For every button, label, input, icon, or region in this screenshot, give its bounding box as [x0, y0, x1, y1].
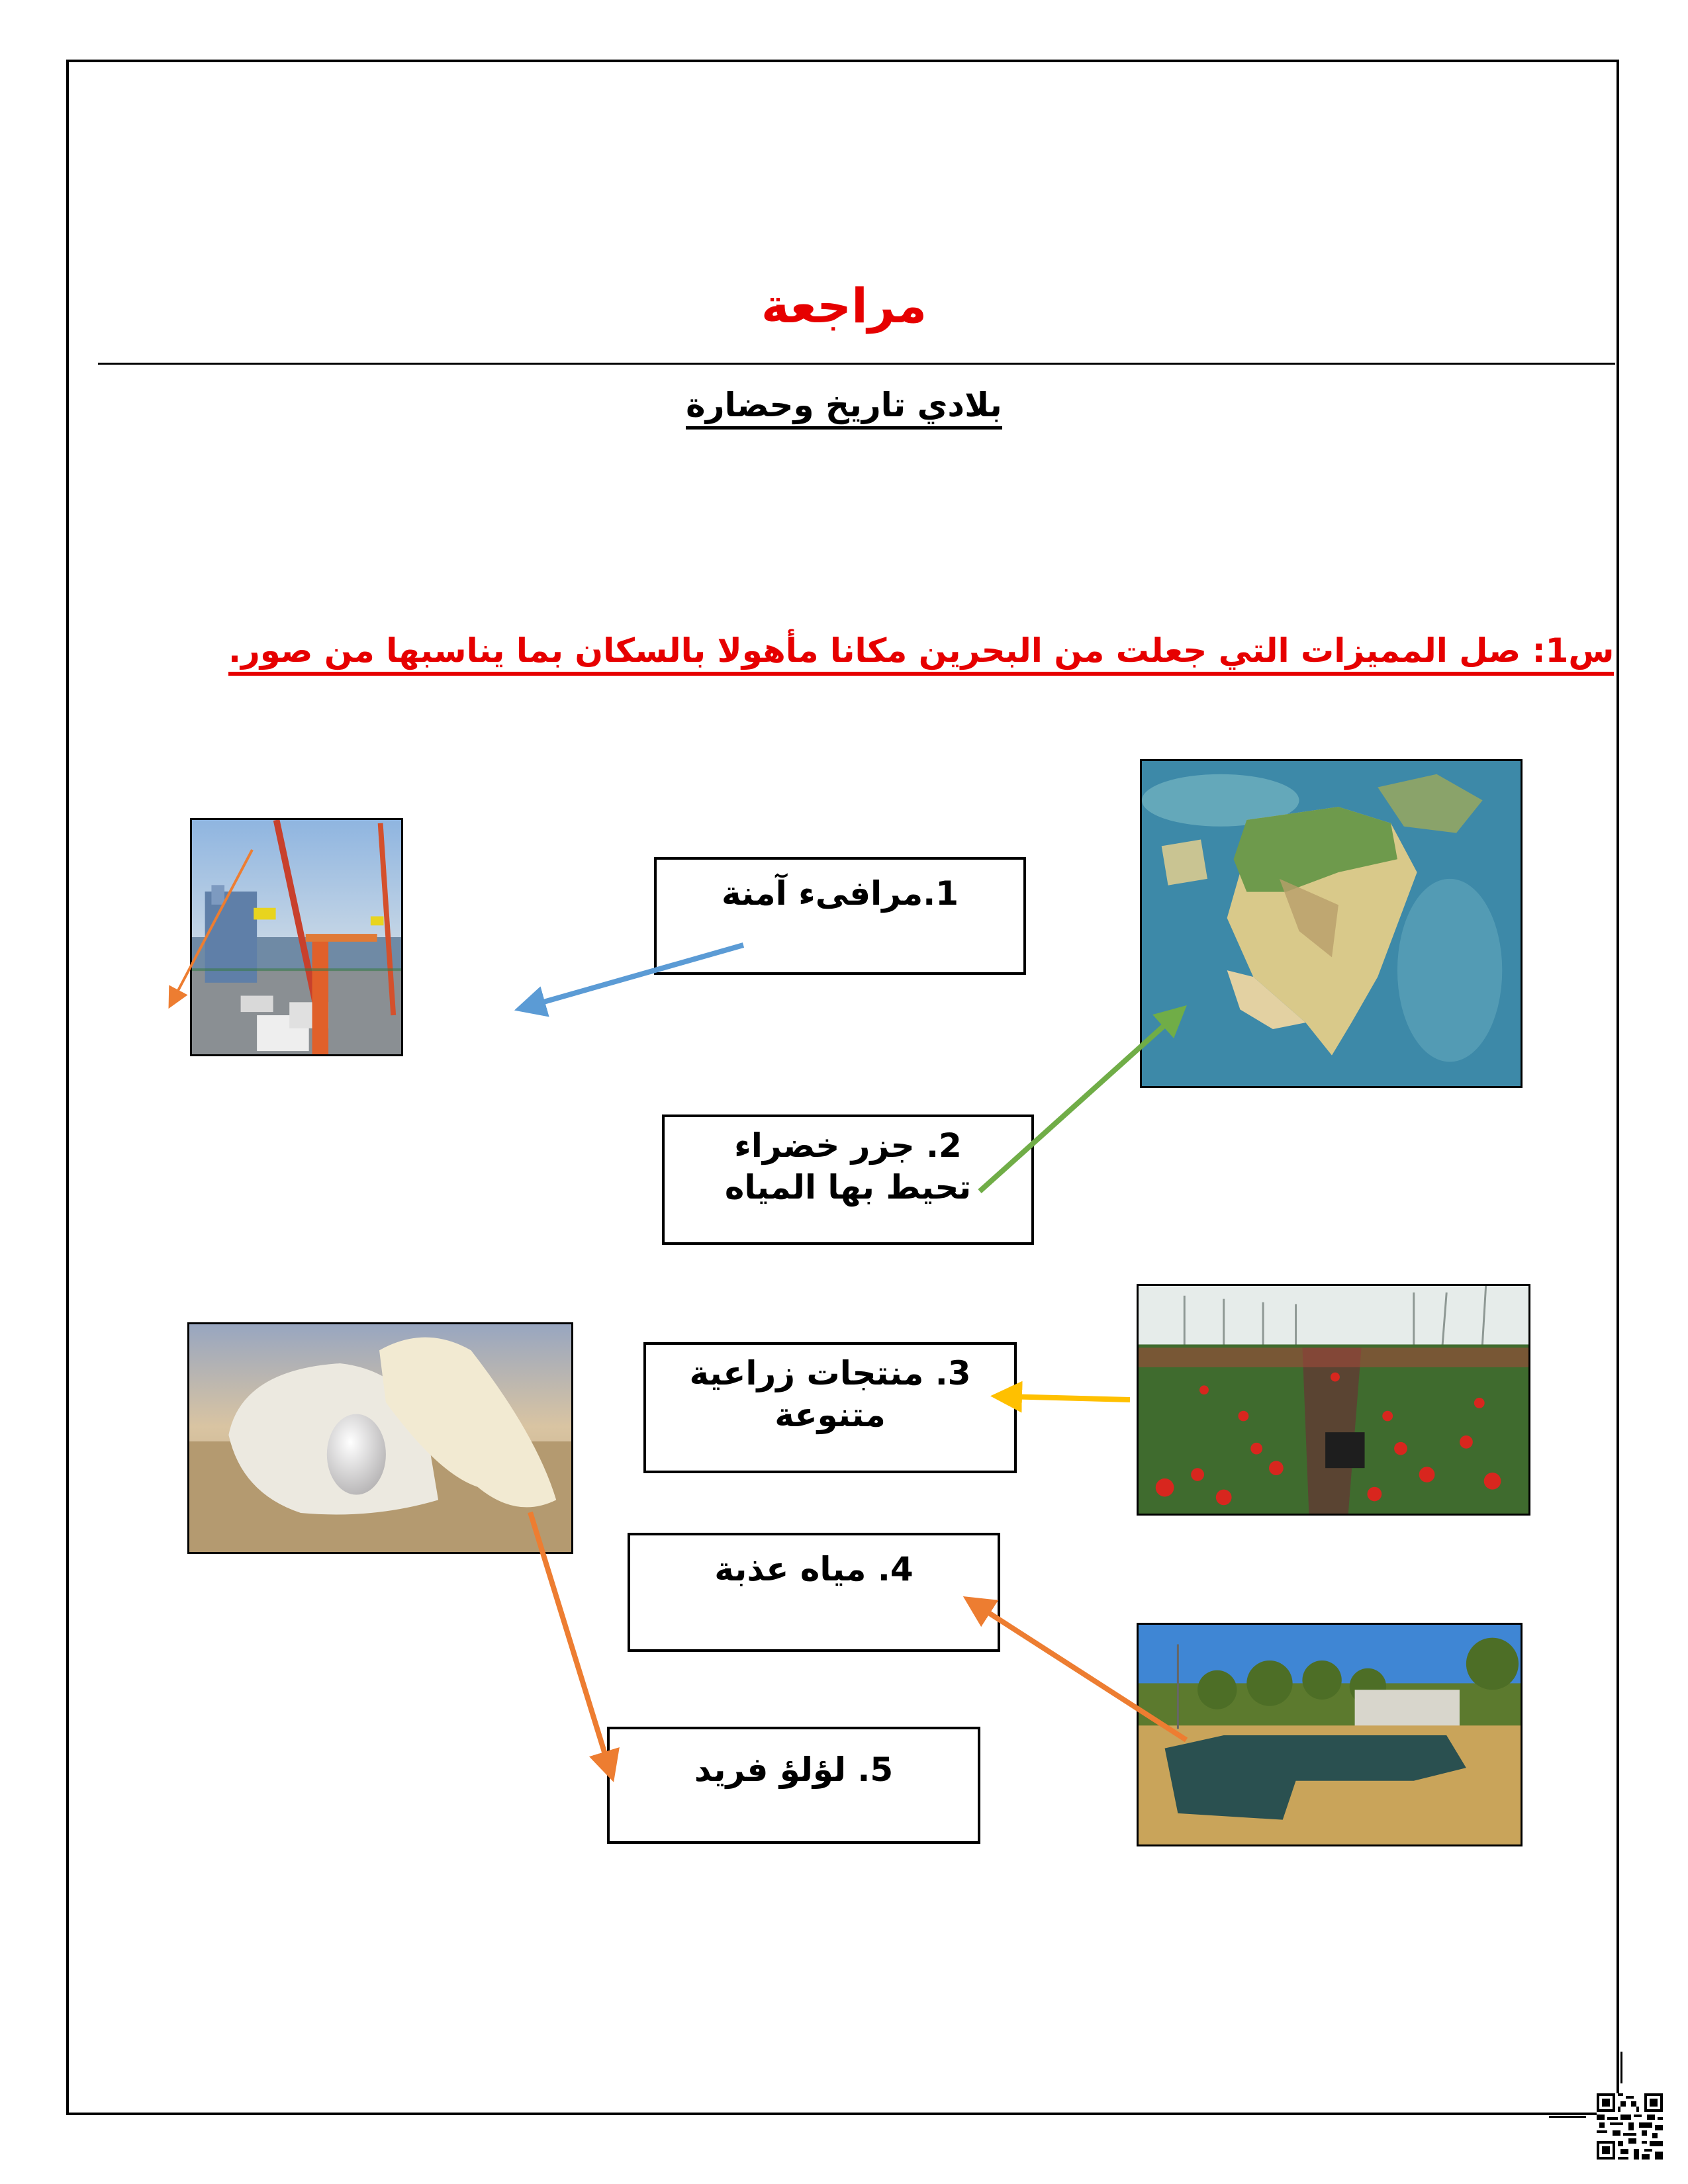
feature-box-1: [654, 857, 1026, 975]
feature-label-5: 5. لؤلؤ فريد: [694, 1751, 894, 1789]
header-divider: [98, 363, 1615, 365]
freshwater-spring-image: [1137, 1623, 1523, 1846]
subtitle-container: [0, 387, 1688, 430]
feature-box-2: [662, 1115, 1034, 1245]
qr-code-icon[interactable]: [1597, 2093, 1663, 2160]
corner-mark-horizontal: [1549, 2116, 1586, 2118]
feature-label-2: 2. جزر خضراء تحيط بها المياه: [724, 1126, 972, 1206]
feature-box-3: [643, 1342, 1017, 1473]
port-cranes-image: [190, 818, 403, 1056]
feature-label-3: 3. منتجات زراعية متنوعة: [689, 1354, 971, 1434]
pearl-shell-image: [187, 1322, 573, 1554]
page-title: مراجعة: [761, 278, 927, 334]
page-subtitle: بلادي تاريخ وحضارة: [686, 387, 1002, 430]
feature-label-4: 4. مياه عذبة: [714, 1550, 914, 1588]
question-container: [228, 631, 1615, 676]
corner-mark-vertical: [1620, 2052, 1622, 2083]
feature-box-4: [628, 1533, 1000, 1652]
feature-box-5: [607, 1727, 980, 1844]
greenhouse-flowers-image: [1137, 1284, 1530, 1516]
bahrain-map-image: [1140, 759, 1523, 1088]
feature-label-1: 1.مرافىء آمنة: [721, 874, 959, 913]
question-text: س1: صل المميزات التي جعلت من البحرين مكانا مأهولا بالسكان بما يناسبها من صور.: [228, 632, 1614, 676]
